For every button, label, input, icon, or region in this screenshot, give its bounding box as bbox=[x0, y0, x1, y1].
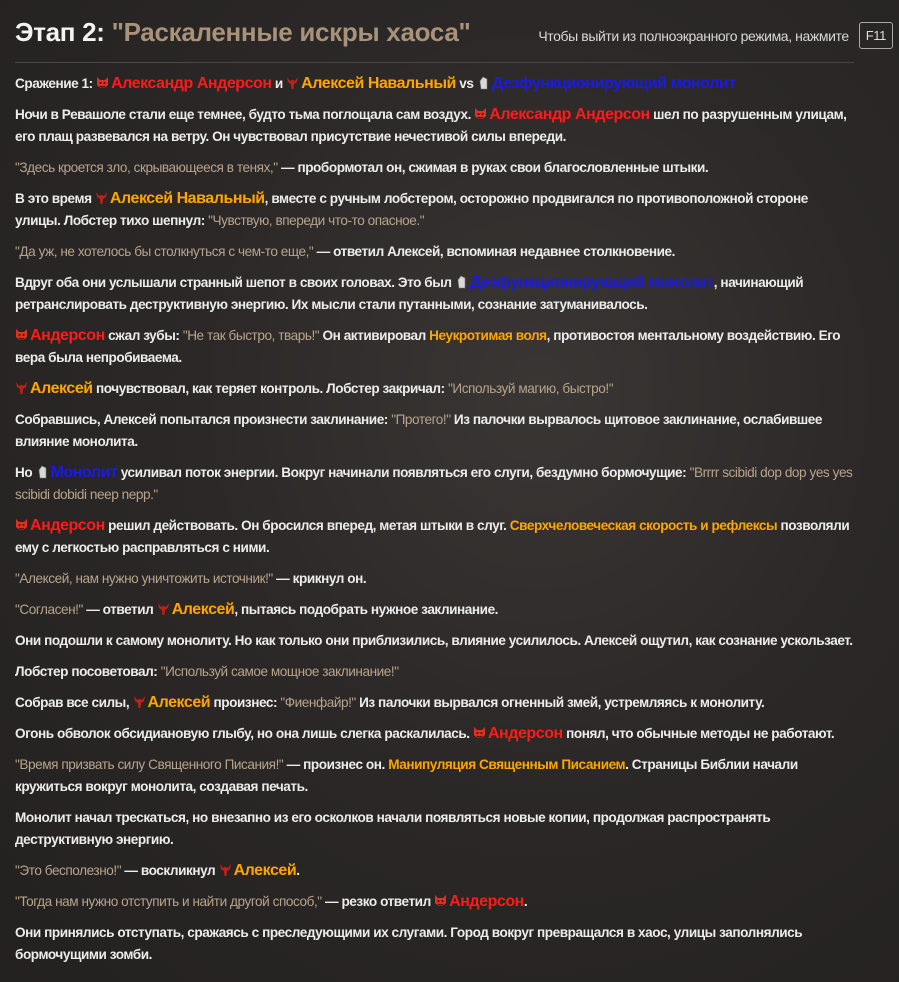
story-paragraph bbox=[15, 104, 854, 148]
quote: "Brrrr scibidi dop dop yes yes scibidi dobidi neep nepp." bbox=[15, 465, 853, 502]
text-segment: , противостоя ментальному воздействию. Его вера была непробиваема. bbox=[15, 328, 841, 365]
story-paragraph bbox=[15, 157, 854, 179]
quote: "Согласен!" bbox=[15, 602, 83, 617]
devil-face-icon bbox=[474, 107, 487, 121]
quote: "Здесь кроется зло, скрывающееся в тенях," bbox=[15, 160, 278, 175]
character-anderson: Андерсон bbox=[30, 327, 105, 344]
ability-name: Неукротимая воля bbox=[429, 328, 547, 343]
character-anderson: Андерсон bbox=[449, 893, 524, 910]
text-segment: позволяли ему с легкостью расправляться с ними. bbox=[15, 518, 850, 555]
title-quote: "Раскаленные искры хаоса" bbox=[111, 17, 471, 47]
character-anderson: Андерсон bbox=[487, 725, 563, 742]
text-segment: решил действовать. Он бросился вперед, метая штыки в слуг. bbox=[104, 518, 510, 533]
quote: "Алексей, нам нужно уничтожить источник!" bbox=[15, 571, 273, 586]
text-segment: — воскликнул bbox=[121, 863, 219, 878]
story-paragraph bbox=[15, 462, 854, 506]
text-segment: Собрав все силы, bbox=[15, 695, 133, 710]
page-title bbox=[15, 0, 471, 48]
quote: "Время призвать силу Священного Писания!" bbox=[15, 757, 284, 772]
story-paragraph bbox=[15, 922, 854, 966]
text-segment: В это время bbox=[15, 191, 95, 206]
story-paragraph bbox=[15, 188, 854, 232]
character-navalny: Алексей bbox=[171, 601, 235, 618]
story-paragraph bbox=[15, 515, 854, 559]
text-segment: , вместе с ручным лобстером, осторожно продвигался по противоположной стороне улицы. Лобстер тихо шепнул: bbox=[15, 191, 808, 228]
story-paragraph bbox=[15, 568, 854, 590]
quote: "Не так быстро, тварь!" bbox=[182, 328, 320, 343]
title-prefix: Этап 2: bbox=[15, 17, 105, 47]
text-segment: Огонь обволок обсидиановую глыбу, но она лишь слегка раскалилась. bbox=[15, 726, 473, 741]
story-paragraph bbox=[15, 73, 854, 95]
ability-name: Манипуляция Священным Писанием bbox=[388, 757, 626, 772]
devil-face-icon bbox=[473, 726, 486, 740]
text-segment: . bbox=[523, 894, 528, 909]
character-anderson: Андерсон bbox=[30, 517, 105, 534]
text-segment: Лобстер посоветовал: bbox=[15, 664, 161, 679]
devil-face-icon bbox=[434, 894, 447, 908]
monolith-stone-icon bbox=[455, 275, 468, 289]
text-segment: Сражение 1: bbox=[15, 76, 97, 91]
divider bbox=[15, 62, 854, 63]
quote: "Используй самое мощное заклинание!" bbox=[160, 664, 399, 679]
story-paragraph bbox=[15, 692, 854, 714]
text-segment: Ночи в Ревашоле стали еще темнее, будто тьма поглощала сам воздух. bbox=[15, 107, 475, 122]
ability-name: Сверхчеловеческая скорость и рефлексы bbox=[509, 518, 778, 533]
text-segment: произнес: bbox=[210, 695, 281, 710]
lobster-claw-icon bbox=[219, 863, 232, 877]
text-segment: Собравшись, Алексей попытался произнести заклинание: bbox=[15, 412, 392, 427]
story-paragraph bbox=[15, 409, 854, 453]
lobster-claw-icon bbox=[286, 76, 299, 90]
character-monolith: Дезфункционирующий монолит bbox=[491, 75, 736, 92]
story-paragraph bbox=[15, 325, 854, 369]
story-paragraph bbox=[15, 630, 854, 652]
text-segment: Монолит начал трескаться, но внезапно из его осколков начали появляться новые копии, продолжая распространять деструктивную энергию. bbox=[15, 810, 771, 847]
character-monolith: Монолит bbox=[50, 464, 118, 481]
character-navalny: Алексей bbox=[30, 380, 93, 397]
text-segment: . Страницы Библии начали кружиться вокруг монолита, создавая печать. bbox=[15, 757, 798, 794]
quote: "Используй магию, быстро!" bbox=[448, 381, 614, 396]
text-segment: Из палочки вырвался огненный змей, устремляясь к монолиту. bbox=[355, 695, 765, 710]
story-paragraph bbox=[15, 860, 854, 882]
text-segment: — резко ответил bbox=[321, 894, 435, 909]
story-paragraph bbox=[15, 891, 854, 913]
text-segment: Вдруг оба они услышали странный шепот в своих головах. Это был bbox=[15, 275, 455, 290]
quote: "Фиенфайр!" bbox=[280, 695, 356, 710]
text-segment: — пробормотал он, сжимая в руках свои благословленные штыки. bbox=[277, 160, 709, 175]
text-segment: сжал зубы: bbox=[104, 328, 183, 343]
text-segment: , пытаясь подобрать нужное заклинание. bbox=[234, 602, 499, 617]
text-segment: , начинающий ретранслировать деструктивную энергию. Их мысли стали путанными, сознание затуманивалось. bbox=[15, 275, 804, 312]
text-segment: Из палочки вырвалось щитовое заклинание, ослабившее влияние монолита. bbox=[15, 412, 822, 449]
monolith-stone-icon bbox=[36, 465, 49, 479]
monolith-stone-icon bbox=[477, 76, 490, 90]
text-segment: почувствовал, как теряет контроль. Лобстер закричал: bbox=[92, 381, 448, 396]
text-segment: Они подошли к самому монолиту. Но как только они приблизились, влияние усилилось. Алексей ощутил, как сознание ускользает. bbox=[15, 633, 853, 648]
text-segment: Они принялись отступать, сражаясь с преследующими их слугами. Город вокруг превращался в хаос, улицы заполнялись бормочущими зомби. bbox=[15, 925, 803, 962]
text-segment: Он активировал bbox=[319, 328, 430, 343]
text-segment: Но bbox=[15, 465, 36, 480]
quote: "Это бесполезно!" bbox=[15, 863, 122, 878]
character-monolith: Дезфункционирующий монолит bbox=[469, 274, 714, 291]
lobster-claw-icon bbox=[15, 381, 28, 395]
fullscreen-hint-text: Чтобы выйти из полноэкранного режима, нажмите bbox=[538, 27, 849, 44]
story-paragraph bbox=[15, 754, 854, 798]
quote: "Чувствую, впереди что-то опасное." bbox=[208, 213, 425, 228]
text-segment: — ответил bbox=[82, 602, 157, 617]
text-segment: . bbox=[296, 863, 300, 878]
text-segment: — крикнул он. bbox=[272, 571, 367, 586]
character-navalny: Алексей Навальный bbox=[109, 190, 265, 207]
lobster-claw-icon bbox=[133, 695, 146, 709]
text-segment: vs bbox=[455, 76, 477, 91]
story-paragraph bbox=[15, 661, 854, 683]
text-segment: — произнес он. bbox=[283, 757, 389, 772]
text-segment: — ответил Алексей, вспоминая недавнее столкновение. bbox=[313, 244, 675, 259]
story-paragraph bbox=[15, 723, 854, 745]
text-segment: и bbox=[271, 76, 287, 91]
quote: "Протего!" bbox=[391, 412, 451, 427]
devil-face-icon bbox=[15, 518, 28, 532]
text-segment: понял, что обычные методы не работают. bbox=[562, 726, 835, 741]
f11-key: F11 bbox=[859, 22, 893, 49]
story-paragraph bbox=[15, 272, 854, 316]
text-segment: усиливал поток энергии. Вокруг начинали появляться его слуги, бездумно бормочущие: bbox=[117, 465, 690, 480]
lobster-claw-icon bbox=[157, 602, 170, 616]
text-segment: шел по разрушенным улицам, его плащ развевался на ветру. Он чувствовал присутствие нечестивой силы впереди. bbox=[15, 107, 847, 144]
story-paragraph bbox=[15, 807, 854, 851]
character-anderson: Александр Андерсон bbox=[111, 75, 272, 92]
character-navalny: Алексей bbox=[233, 862, 297, 879]
character-navalny: Алексей Навальный bbox=[301, 75, 456, 92]
devil-face-icon bbox=[15, 328, 28, 342]
story-paragraph bbox=[15, 599, 854, 621]
story-text bbox=[15, 73, 854, 966]
quote: "Да уж, не хотелось бы столкнуться с чем-то еще," bbox=[15, 244, 314, 259]
story-paragraph bbox=[15, 241, 854, 263]
character-anderson: Александр Андерсон bbox=[489, 106, 650, 123]
story-paragraph bbox=[15, 378, 854, 400]
devil-face-icon bbox=[96, 76, 109, 90]
fullscreen-hint bbox=[538, 22, 893, 49]
lobster-claw-icon bbox=[95, 191, 108, 205]
character-navalny: Алексей bbox=[147, 694, 211, 711]
quote: "Тогда нам нужно отступить и найти другой способ," bbox=[15, 894, 322, 909]
